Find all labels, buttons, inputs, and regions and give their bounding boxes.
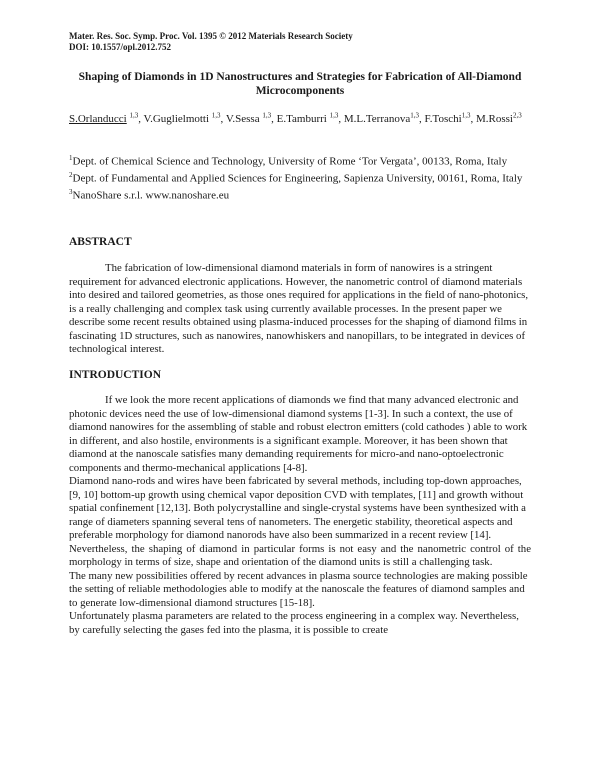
affiliation: $^1$Dept. of Chemical Science and Technology, University of Rome ‘Tor Vergata’, 00133, Roma, Italy [69,154,508,168]
author: F.Toschi$^{1,3}$, [424,111,476,125]
paper-title: Shaping of Diamonds in 1D Nanostructures and Strategies for Fabrication of All-Diamond Microcomponents [78,71,522,97]
abstract-paragraph: The fabrication of low-dimensional diamond materials in form of nanowires is a stringent requirement for advanced electronic applications. However, the nanometric control of diamond materials into desired and tailored geometries, as those ones required for applications in the field of nano-photonics, is a really challenging and complex task using currently available processes. In the present paper we describe some recent results obtained using plasma-induced processes for the shaping of diamond films in fascinating 1D structures, such as nanowires, nanowhiskers and nanopillars, to be integrated in devices of technological interest. [69,262,529,355]
intro-paragraph: The many new possibilities offered by recent advances in plasma source technologies are making possible the setting of reliable methodologies able to modify at the nanoscale the features of diamond samples and to generate low-dimensional diamond structures [15-18]. [69,569,528,609]
author-list [69,109,531,126]
author: E.Tamburri $^{1,3}$, [276,111,344,125]
abstract-body [69,262,531,357]
intro-paragraph: Nevertheless, the shaping of diamond in particular forms is not easy and the nanometric control of the morphology in terms of size, shape and orientation of the diamond units is still a challenging task. [69,542,531,568]
author: V.Guglielmotti $^{1,3}$, [143,111,226,125]
author: M.L.Terranova$^{1,3}$, [343,111,425,125]
journal-header [69,31,353,53]
introduction-body [69,394,531,637]
affiliation: $^3$NanoShare s.r.l. www.nanoshare.eu [69,188,230,202]
intro-paragraph: Diamond nano-rods and wires have been fabricated by several methods, including top-down approaches,[9, 10] bottom-up growth using chemical vapor deposition CVD with templates, [11] and growth without spatial confinement [12,13]. Both polycrystalline and single-crystal systems have been synthesized with a range of diameters spanning several tens of nanometers. The energetic stability, theoretical aspects and preferable morphology for diamond nanorods have also been summarized in a recent review [14]. [69,475,526,541]
affiliation: $^2$Dept. of Fundamental and Applied Sciences for Engineering, Sapienza University, 00161, Roma, Italy [69,171,523,185]
doi-line: DOI: 10.1557/opl.2012.752 [69,42,172,52]
intro-paragraph: If we look the more recent applications of diamonds we find that many advanced electronic and photonic devices need the use of low-dimensional diamond systems [1-3]. In such a context, the use of diamond nanowires for the assembling of stable and robust electron emitters (cold cathodes ) able to work in different, and also hostile, environments is a significant example. Moreover, it has been shown that diamond at the nanoscale satisfies many demanding requirements for micro-and nano-optoelectronic components and thermo-mechanical applications [4-8]. [69,394,528,474]
journal-citation: Mater. Res. Soc. Symp. Proc. Vol. 1395 © 2012 Materials Research Society [69,31,353,41]
author: S.Orlanducci $^{1,3}$, [69,111,144,125]
abstract-heading: ABSTRACT [69,236,132,248]
author: M.Rossi$^{2,3}$ [475,111,522,125]
intro-paragraph: Unfortunately plasma parameters are related to the process engineering in a complex way. Nevertheless, by carefully selecting the gases fed into the plasma, it is possible to create [69,610,519,636]
affiliation-list [69,152,531,203]
introduction-heading: INTRODUCTION [69,369,162,381]
author: V.Sessa $^{1,3}$, [225,111,277,125]
